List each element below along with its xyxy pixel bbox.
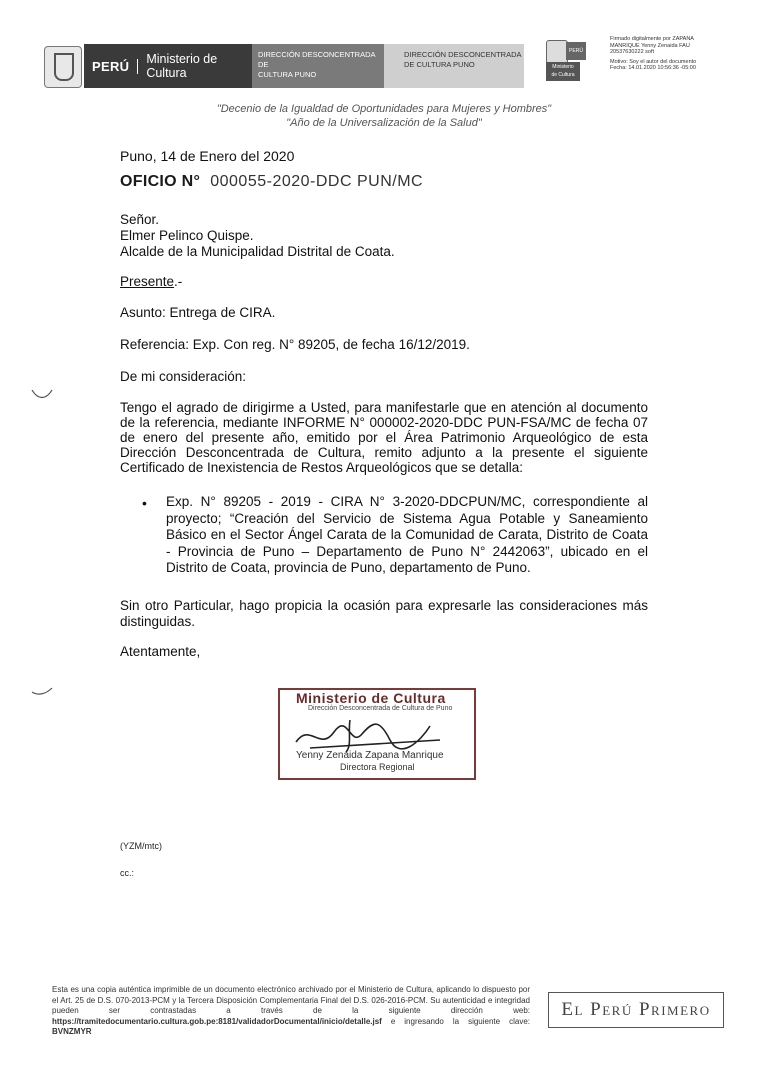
digital-signature-block: [610, 36, 730, 72]
body-paragraph: Tengo el agrado de dirigirme a Usted, para manifestarle que en atención al documento de la referencia, mediante INFORME N° 000002-2020-DDC PUN-FSA/MC de fecha 07 de enero del presente año, emitido por el Área Patrimonio Arqueológico de esta Dirección Desconcentrada de Cultura, remito adjunto a la presente el siguiente Certificado de Inexistencia de Restos Arqueológicos que se detalla:: [120, 400, 648, 475]
presente-suffix: .-: [174, 274, 183, 289]
stamp-subtitle: Dirección Desconcentrada de Cultura de Puno: [308, 705, 453, 712]
el-peru-primero-brand: El Perú Primero: [548, 992, 724, 1028]
signature-line: Motivo: Soy el autor del documento: [610, 58, 697, 65]
oficio-number: 000055-2020-DDC PUN/MC: [210, 173, 424, 190]
stamp-title: Ministerio de Cultura: [296, 690, 446, 706]
farewell: Atentamente,: [120, 644, 201, 659]
ministry-header-band: [84, 44, 252, 88]
authenticity-footer: [52, 985, 530, 1038]
mini-ministerio-line-1: Ministerio: [552, 64, 574, 70]
motto-line-1: "Decenio de la Igualdad de Oportunidades para Mujeres y Hombres": [216, 103, 552, 115]
mini-ministerio-line-2: de Cultura: [551, 72, 575, 78]
directorate-line-2: CULTURA PUNO: [258, 70, 317, 79]
recipient-title: Alcalde de la Municipalidad Distrital de Coata.: [120, 244, 395, 259]
bullet-marker: •: [142, 495, 147, 511]
directorate2-line-2: DE CULTURA PUNO: [404, 60, 475, 69]
peru-label: PERÚ: [84, 59, 138, 74]
oficio-heading: [120, 173, 423, 191]
scan-mark-icon: [30, 686, 54, 698]
mini-crest-icon: [546, 40, 568, 64]
recipient-name: Elmer Pelinco Quispe.: [120, 228, 254, 243]
consideracion: De mi consideración:: [120, 369, 247, 384]
presente-label: Presente: [120, 274, 175, 289]
oficio-label: OFICIO N°: [120, 173, 201, 190]
signature-line: Firmado digitalmente por ZAPANA: [610, 36, 694, 42]
signature-line: Fecha: 14.01.2020 10:56:36 -05:00: [610, 65, 696, 71]
motto-line-2: "Año de la Universalización de la Salud": [286, 117, 482, 129]
directorate-box-light: [384, 44, 524, 88]
salutation: Señor.: [120, 212, 160, 227]
scan-mark-icon: [30, 386, 54, 402]
stamp-name: Yenny Zenaida Zapana Manrique: [296, 750, 444, 761]
footer-key: BVNZMYR: [52, 1027, 92, 1036]
peru-crest-icon: [44, 46, 82, 88]
ministry-label: Ministerio de Cultura: [146, 52, 218, 80]
letter-date: Puno, 14 de Enero del 2020: [120, 148, 295, 164]
mini-peru-label: PERÚ: [566, 42, 586, 60]
stamp-role: Directora Regional: [340, 762, 415, 772]
signature-line: MANRIQUE Yenny Zenaida FAU: [610, 42, 690, 49]
mini-ministerio-label: [546, 62, 580, 81]
footer-url-suffix: e ingresando la siguiente clave:: [390, 1016, 530, 1026]
cc-line: cc.:: [120, 868, 135, 878]
closing-paragraph: Sin otro Particular, hago propicia la ocasión para expresarle las consideraciones más distinguidas.: [120, 598, 648, 629]
directorate-box-dark: [252, 44, 384, 88]
footer-text: Esta es una copia auténtica imprimible de un documento electrónico archivado por el Ministerio de Cultura, aplicando lo dispuesto por el Art. 25 de D.S. 070-2013-PCM y la Tercera Disposición Complementaria Final del D.S. 026-2016-PCM. Su autenticidad e integridad pueden ser contrastadas a través de la siguiente dirección web:: [52, 985, 530, 1015]
referencia: Referencia: Exp. Con reg. N° 89205, de fecha 16/12/2019.: [120, 337, 470, 352]
initials: (YZM/mtc): [120, 841, 162, 851]
bullet-item: Exp. N° 89205 - 2019 - CIRA N° 3-2020-DDCPUN/MC, correspondiente al proyecto; “Creación del Servicio de Sistema Agua Potable y Saneamiento Básico en el Sector Ángel Carata de la Comunidad de Carata, Distrito de Coata - Provincia de Puno – Departamento de Puno N° 2442063”, ubicado en el Distrito de Coata, provincia de Puno, departamento de Puno.: [166, 494, 648, 575]
directorate-line-1: DIRECCIÓN DESCONCENTRADA DE: [258, 50, 376, 69]
presente-line: [120, 274, 182, 289]
signature-line: 20537630222 soft: [610, 49, 655, 55]
footer-url[interactable]: https://tramitedocumentario.cultura.gob.pe:8181/validadorDocumental/inicio/detalle.jsf: [52, 1016, 382, 1026]
directorate2-line-1: DIRECCIÓN DESCONCENTRADA: [404, 50, 522, 59]
asunto: Asunto: Entrega de CIRA.: [120, 305, 276, 320]
